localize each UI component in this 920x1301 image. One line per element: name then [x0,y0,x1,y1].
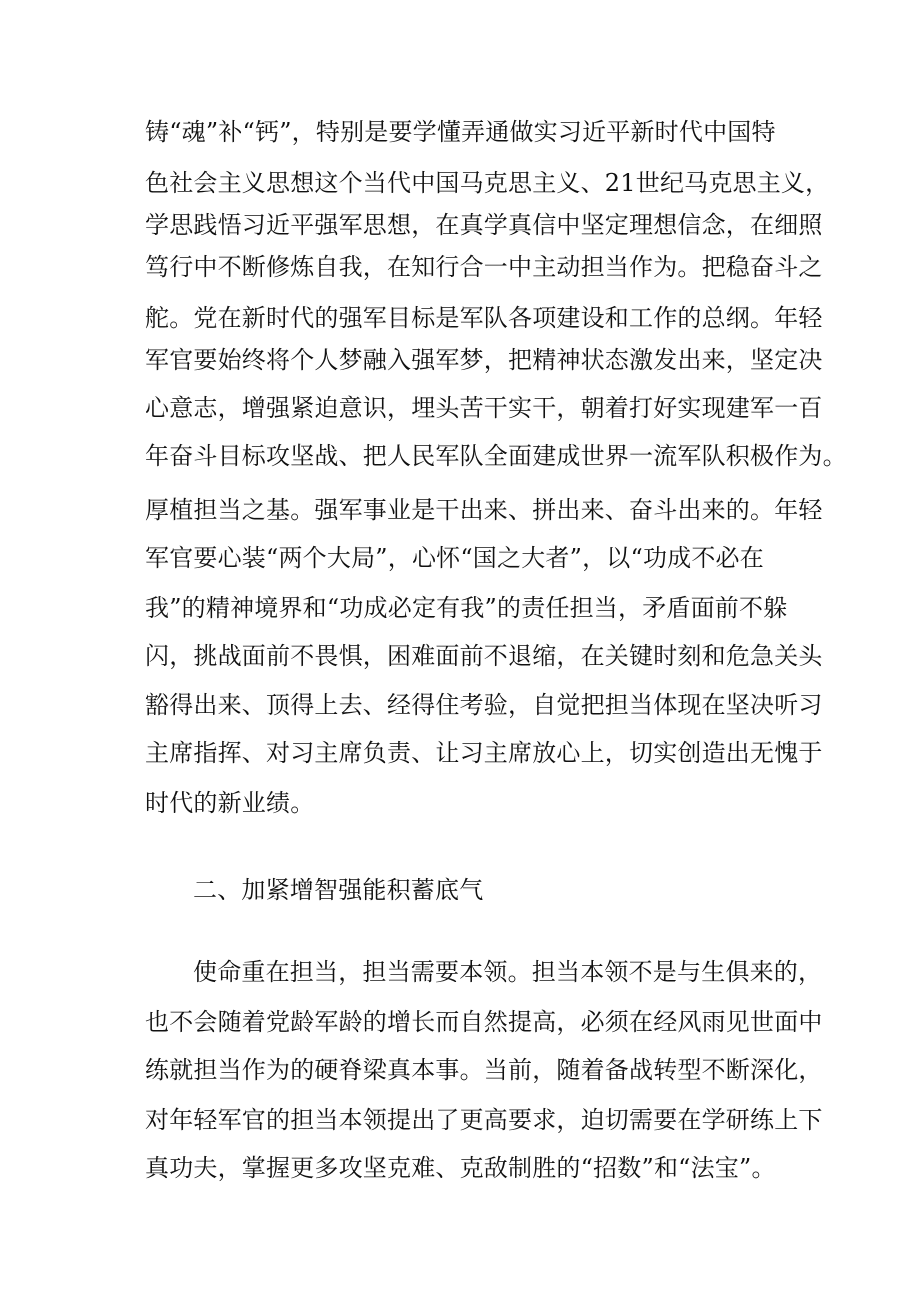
paragraph-1-line-10: 军官要心装“两个大局”，心怀“国之大者”，以“功成不必在 [145,544,764,572]
paragraph-1-line-6: 军官要始终将个人梦融入强军梦，把精神状态激发出来，坚定决 [145,346,823,374]
paragraph-1-line-2: 色社会主义思想这个当代中国马克思主义、21世纪马克思主义， [145,169,830,197]
paragraph-1-line-11: 我”的精神境界和“功成必定有我”的责任担当，矛盾面前不躲 [145,594,788,622]
paragraph-1-line-13: 豁得出来、顶得上去、经得住考验，自觉把担当体现在坚决听习 [145,691,823,719]
paragraph-1-line-14: 主席指挥、对习主席负责、让习主席放心上，切实创造出无愧于 [145,739,823,767]
paragraph-2-line-2: 也不会随着党龄军龄的增长而自然提高，必须在经风雨见世面中 [145,1008,823,1036]
paragraph-1-line-5: 舵。党在新时代的强军目标是军队各项建设和工作的总纲。年轻 [145,304,823,332]
paragraph-1-line-12: 闪，挑战面前不畏惧，困难面前不退缩，在关键时刻和危急关头 [145,642,823,670]
paragraph-1-line-7: 心意志，增强紧迫意识，埋头苦干实干，朝着打好实现建军一百 [145,394,823,422]
paragraph-1-line-1: 铸“魂”补“钙”，特别是要学懂弄通做实习近平新时代中国特 [145,118,776,146]
section-heading: 二、加紧增智强能积蓄底气 [193,876,484,904]
paragraph-1-line-9: 厚植担当之基。强军事业是干出来、拼出来、奋斗出来的。年轻 [145,496,823,524]
paragraph-2-line-5: 真功夫，掌握更多攻坚克难、克敌制胜的“招数”和“法宝”。 [145,1154,776,1182]
paragraph-1-line-8: 年奋斗目标攻坚战、把人民军队全面建成世界一流军队积极作为。 [145,442,847,470]
paragraph-1-line-3: 学思践悟习近平强军思想，在真学真信中坚定理想信念，在细照 [145,211,823,239]
paragraph-1-line-15: 时代的新业绩。 [145,789,315,817]
paragraph-1-line-4: 笃行中不断修炼自我，在知行合一中主动担当作为。把稳奋斗之 [145,253,823,281]
paragraph-2-line-4: 对年轻军官的担当本领提出了更高要求，迫切需要在学研练上下 [145,1106,823,1134]
paragraph-2-line-1: 使命重在担当，担当需要本领。担当本领不是与生俱来的， [193,958,823,986]
paragraph-2-line-3: 练就担当作为的硬脊梁真本事。当前，随着备战转型不断深化， [145,1056,823,1084]
